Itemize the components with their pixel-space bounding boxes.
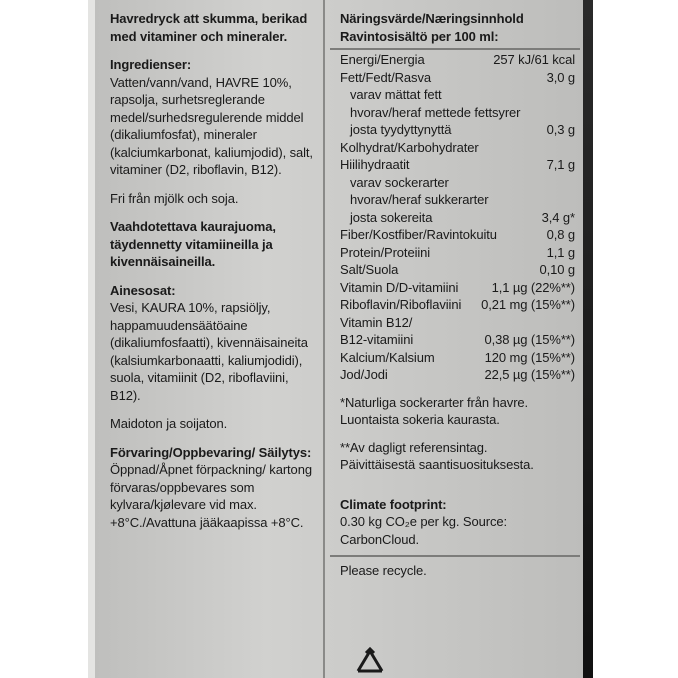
nutrition-row (340, 69, 575, 87)
nutrition-value: 0,38 µg (15%**) (484, 332, 575, 347)
climate-heading: Climate footprint: (340, 496, 447, 512)
nutrition-label: Protein/Proteiini (340, 244, 431, 260)
nutrition-row (340, 139, 575, 157)
nutrition-label: Kalcium/Kalsium (340, 349, 435, 365)
footnote-sugar-fi: Luontaista sokeria kaurasta. (340, 412, 500, 427)
nutrition-row (340, 104, 575, 122)
nutrition-row (340, 279, 575, 297)
nutrition-heading: Näringsvärde/Næringsinnhold (340, 11, 524, 26)
ingredients-text: Vatten/vann/vand, HAVRE 10%, rapsolja, surhetsreglerande medel/surhedsregulerende middel (dikaliumfosfat), mineraler (kalciumkarbonat, kaliumjodid), salt, vitaminer (D2, riboflavin, B12). (110, 74, 313, 177)
nutrition-label: josta tyydyttynyttä (350, 122, 452, 137)
nutrition-column (340, 10, 575, 580)
nutrition-label: hvorav/heraf mettede fettsyrer (350, 104, 521, 120)
footnote-sugar-sv: *Naturliga sockerarter från havre. (340, 394, 529, 410)
nutrition-row (340, 86, 575, 104)
nutrition-label: Salt/Suola (340, 262, 399, 277)
nutrition-label: Vitamin D/D-vitamiini (340, 279, 459, 295)
nutrition-value: 0,21 mg (15%**) (481, 297, 575, 312)
ainesosat-text: Vesi, KAURA 10%, rapsiöljy, happamuudensäätöaine (dikaliumfosfaatti), kivennäisaineita (kalsiumkarbonaatti, kaliumjodidi), suola, vitamiinit (D2, riboflaviini, B12). (110, 300, 308, 403)
carton-edge-right (583, 0, 593, 678)
nutrition-row (340, 261, 575, 279)
nutrition-value: 0,3 g (546, 122, 575, 137)
nutrition-label: Vitamin B12/ (340, 314, 413, 330)
nutrition-row (340, 314, 575, 332)
nutrition-label: josta sokereita (350, 209, 433, 225)
nutrition-row (340, 209, 575, 227)
storage-text: Öppnad/Åpnet förpackning/ kartong förvaras/oppbevares som kylvara/kjølevare vid max. +8°C./Avattuna jääkaapissa +8°C. (110, 462, 312, 530)
free-from-finnish: Maidoton ja soijaton. (110, 416, 228, 431)
nutrition-value: 0,8 g (546, 227, 575, 242)
nutrition-value: 257 kJ/61 kcal (493, 52, 575, 67)
nutrition-label: Fiber/Kostfiber/Ravintokuitu (340, 227, 497, 242)
nutrition-rule-top (330, 48, 580, 50)
nutrition-row (340, 51, 575, 69)
nutrition-label: B12-vitamiini (340, 332, 414, 347)
nutrition-row (340, 349, 575, 367)
climate-rule (330, 555, 580, 557)
footnote-reference-fi: Päivittäisestä saantisuosituksesta. (340, 457, 534, 472)
ainesosat-heading: Ainesosat: (110, 282, 176, 298)
nutrition-value: 1,1 g (546, 244, 575, 260)
nutrition-label: Kolhydrat/Karbohydrater (340, 139, 479, 155)
footnote-reference-sv: **Av dagligt referensintag. (340, 439, 488, 455)
nutrition-row (340, 156, 575, 174)
nutrition-label: Fett/Fedt/Rasva (340, 69, 431, 85)
nutrition-value: 7,1 g (546, 157, 575, 172)
nutrition-table (340, 51, 575, 384)
nutrition-value: 3,4 g* (541, 209, 575, 225)
nutrition-row (340, 296, 575, 314)
intro-swedish: Havredryck att skumma, berikad med vitaminer och mineraler. (110, 11, 308, 44)
nutrition-row (340, 174, 575, 192)
recycle-text: Please recycle. (340, 563, 427, 578)
ingredients-heading: Ingredienser: (110, 57, 192, 72)
nutrition-row (340, 226, 575, 244)
nutrition-subheading: Ravintosisältö per 100 ml: (340, 28, 499, 44)
nutrition-label: Jod/Jodi (340, 367, 388, 382)
storage-heading: Förvaring/Oppbevaring/ Säilytys: (110, 444, 312, 460)
column-divider (323, 0, 325, 678)
intro-finnish: Vaahdotettava kaurajuoma, täydennetty vitamiineilla ja kivennäisaineilla. (110, 219, 276, 269)
nutrition-row (340, 366, 575, 384)
nutrition-value: 3,0 g (546, 69, 575, 85)
nutrition-label: Energi/Energia (340, 52, 425, 67)
nutrition-label: Hiilihydraatit (340, 157, 410, 172)
nutrition-value: 1,1 µg (22%**) (491, 279, 575, 295)
ingredients-column (110, 10, 315, 531)
nutrition-value: 22,5 µg (15%**) (484, 367, 575, 382)
nutrition-row (340, 191, 575, 209)
nutrition-row (340, 244, 575, 262)
recycle-icon (340, 645, 400, 678)
nutrition-label: hvorav/heraf sukkerarter (350, 192, 489, 207)
climate-text: 0.30 kg CO₂e per kg. Source: CarbonCloud. (340, 514, 508, 547)
free-from-swedish: Fri från mjölk och soja. (110, 190, 239, 206)
nutrition-row (340, 121, 575, 139)
nutrition-row (340, 331, 575, 349)
nutrition-value: 120 mg (15%**) (484, 349, 575, 365)
nutrition-label: varav mättat fett (350, 87, 442, 102)
nutrition-label: varav sockerarter (350, 174, 449, 190)
nutrition-value: 0,10 g (539, 262, 575, 277)
nutrition-label: Riboflavin/Riboflaviini (340, 297, 462, 312)
